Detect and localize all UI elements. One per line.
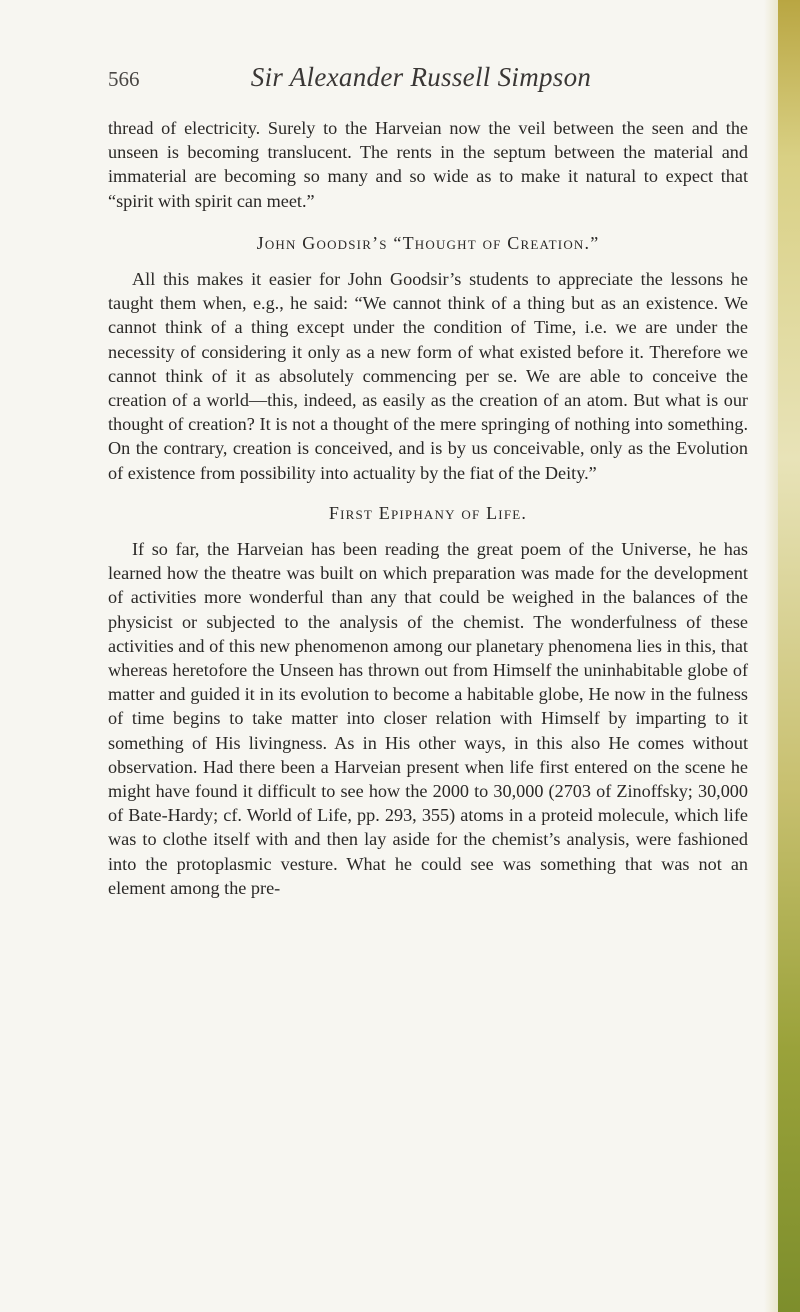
paragraph-epiphany: If so far, the Harveian has been reading the great poem of the Universe, he has learned how the theatre was built on which preparation was made for the development of activities more wonderful than any that could be weighed in the balances of the physicist or subjected to the analysis of the chemist. The wonderfulness of these activities and of this new phenomenon among our planetary phenomena lies in this, that whereas heretofore the Unseen has thrown out from Himself the uninhabitable globe of matter and guided it in its evolution to become a habitable globe, He now in the fulness of time begins to take matter into closer relation with Himself by imparting to it something of His livingness. As in His other ways, in this also He comes without observation. Had there been a Harveian present when life first entered on the scene he might have found it difficult to see how the 2000 to 30,000 (2703 of Zinoffsky; 30,000 of Bate-Hardy; cf. World of Life, pp. 293, 355) atoms in a proteid molecule, which life was to clothe itself with and then lay aside for the chemist’s analysis, were fashioned into the protoplasmic vesture. What he could see was something that was not an element among the pre-: [108, 539, 748, 898]
page-header: [108, 62, 748, 102]
paragraph-goodsir: All this makes it easier for John Goodsir’s students to appreciate the lessons he taught them when, e.g., he said: “We cannot think of a thing but as an existence. We cannot think of a thing except under the condition of Time, i.e. we are under the necessity of considering it only as a new form of what existed before it. Therefore we cannot think of it as absolutely commencing per se. We are able to conceive the creation of a world—this, indeed, as easily as the creation of an atom. But what is our thought of creation? It is not a thought of the mere springing of nothing into something. On the contrary, creation is conceived, and is by us conceivable, only as the Evolution of existence from possibility into actuality by the fiat of the Deity.”: [108, 269, 748, 483]
page-edge-shadow: [764, 0, 778, 1312]
section-heading-goodsir: John Goodsir’s “Thought of Creation.”: [256, 232, 600, 253]
running-head: Sir Alexander Russell Simpson: [250, 62, 592, 92]
page-edge-strip: [778, 0, 800, 1312]
book-page: [108, 62, 748, 900]
page-number: 566: [108, 67, 140, 91]
section-heading-epiphany: First Epiphany of Life.: [328, 502, 528, 523]
page-body: [108, 116, 748, 900]
paragraph-continued: thread of electricity. Surely to the Harveian now the veil between the seen and the unseen is becoming translucent. The rents in the septum between the material and immaterial are becoming so many and so wide as to make it natural to expect that “spirit with spirit can meet.”: [108, 118, 748, 211]
